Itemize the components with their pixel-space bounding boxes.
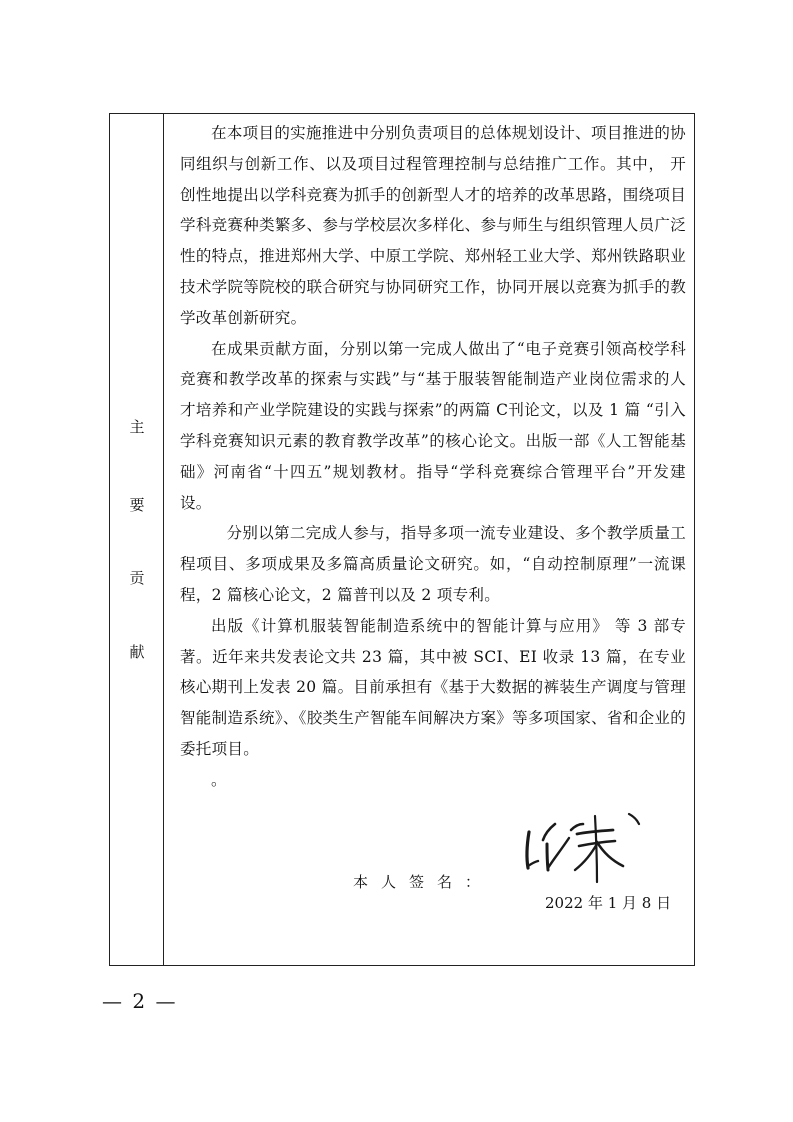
section-label-char: 主 — [129, 418, 145, 436]
section-label-column — [110, 114, 164, 965]
signature-date: 2022 年 1 月 8 日 — [545, 894, 672, 912]
handwritten-signature — [517, 794, 687, 884]
contribution-content — [180, 118, 686, 796]
section-label-char: 要 — [129, 496, 145, 514]
page-number: — 2 — — [102, 989, 178, 1013]
contribution-paragraph: 在本项目的实施推进中分别负责项目的总体规划设计、项目推进的协同组织与创新工作、以及项目过程管理控制与总结推广工作。其中， 开创性地提出以学科竞赛为抓手的创新型人才的培养的改革思路，围绕项目学科竞赛种类繁多、参与学校层次多样化、参与师生与组织管理人员广泛性的特点，推进郑州大学、中原工学院、郑州轻工业大学、郑州铁路职业技术学院等院校的联合研究与协同研究工作，协同开展以竞赛为抓手的教学改革创新研究。 — [180, 124, 686, 327]
contribution-paragraph: 出版《计算机服装智能制造系统中的智能计算与应用》 等 3 部专著。近年来共发表论文共 23 篇，其中被 SCI、EI 收录 13 篇，在专业核心期刊上发表 20 篇。目前承担有《基于大数据的裤装生产调度与管理智能制造系统》、《胶类生产智能车间解决方案》等多项国家、省和企业的委托项目。 — [180, 616, 686, 758]
contribution-form-table — [109, 113, 695, 966]
trailing-mark: 。 — [211, 770, 227, 789]
signature-label: 本人签名： — [353, 873, 494, 891]
contribution-paragraph: 分别以第二完成人参与，指导多项一流专业建设、多个教学质量工程项目、多项成果及多篇高质量论文研究。如，“自动控制原理”一流课程，2 篇核心论文，2 篇普刊以及 2 项专利。 — [180, 524, 686, 604]
contribution-paragraph: 在成果贡献方面，分别以第一完成人做出了“电子竞赛引领高校学科竞赛和教学改革的探索与实践”与“基于服装智能制造产业岗位需求的人才培养和产业学院建设的实践与探索”的两篇 C刊论文，以及 1 篇 “引入学科竞赛知识元素的教育教学改革”的核心论文。出版一部《人工智能基础》河南省“十四五”规划教材。指导“学科竞赛综合管理平台”开发建设。 — [180, 339, 686, 512]
section-label-char: 贡 — [129, 569, 145, 587]
section-label-char: 献 — [129, 643, 145, 661]
